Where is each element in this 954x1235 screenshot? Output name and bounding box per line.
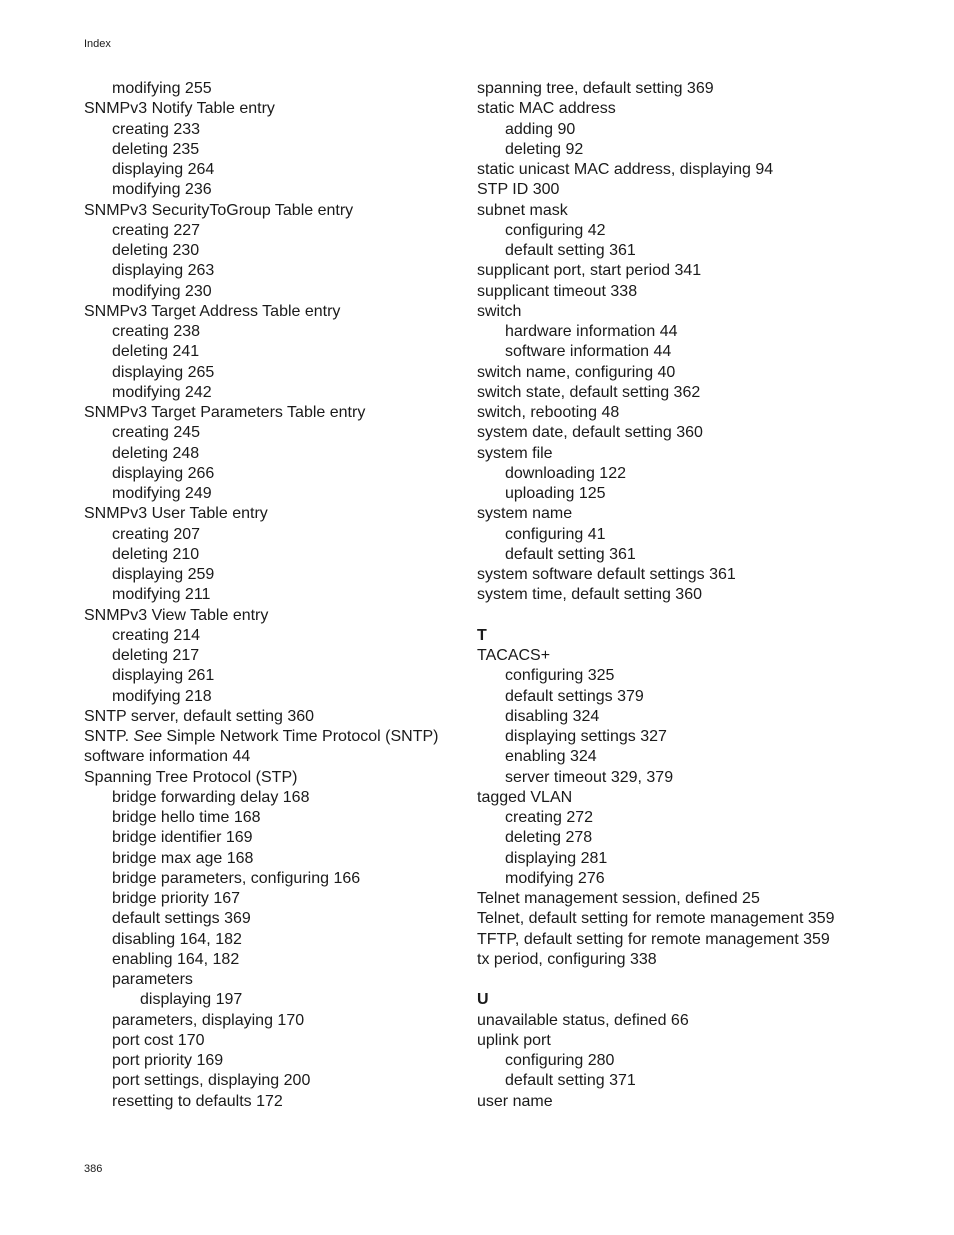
index-entry: switch name, configuring 40 xyxy=(477,363,676,381)
index-subentry: creating 227 xyxy=(112,221,201,239)
index-subentry: creating 238 xyxy=(112,323,201,340)
index-subentry: displaying 266 xyxy=(112,464,215,482)
index-entry: Spanning Tree Protocol (STP) xyxy=(84,768,298,786)
index-entry xyxy=(84,727,514,747)
index-subentry: modifying 236 xyxy=(112,181,212,199)
index-entry: Telnet management session, defined 25 xyxy=(477,890,760,907)
index-subentry: deleting 210 xyxy=(112,545,200,563)
index-entry: SNMPv3 Target Parameters Table entry xyxy=(84,404,366,421)
index-entry: TACACS+ xyxy=(477,647,551,664)
index-subentry: software information 44 xyxy=(505,343,672,361)
see-target: Simple Network Time Protocol (SNTP) xyxy=(161,728,439,745)
index-subentry: modifying 249 xyxy=(112,485,212,502)
index-entry: user name xyxy=(477,1092,553,1110)
index-entry: SNTP server, default setting 360 xyxy=(84,707,315,725)
index-subentry: default setting 361 xyxy=(505,242,636,259)
index-entry: SNMPv3 User Table entry xyxy=(84,505,268,523)
index-entry: switch state, default setting 362 xyxy=(477,383,701,401)
index-subentry: default settings 369 xyxy=(112,910,251,928)
section-letter: T xyxy=(477,626,487,644)
index-subentry: configuring 325 xyxy=(505,667,615,685)
index-subentry: modifying 276 xyxy=(505,869,605,887)
index-subentry: disabling 324 xyxy=(505,707,600,725)
see-reference: See xyxy=(133,728,162,745)
index-subentry: bridge forwarding delay 168 xyxy=(112,788,310,806)
index-subentry: modifying 218 xyxy=(112,687,212,705)
index-entry: system date, default setting 360 xyxy=(477,424,703,442)
index-subentry: bridge identifier 169 xyxy=(112,829,253,847)
index-entry: tx period, configuring 338 xyxy=(477,950,657,968)
index-subentry: modifying 211 xyxy=(112,586,211,604)
index-subentry: default settings 379 xyxy=(505,687,644,705)
index-subentry: displaying 265 xyxy=(112,363,215,381)
index-subentry: modifying 255 xyxy=(112,80,212,97)
index-subentry: deleting 278 xyxy=(505,829,593,847)
index-subentry: adding 90 xyxy=(505,120,576,138)
index-subentry: deleting 92 xyxy=(505,140,584,158)
index-subentry: default setting 371 xyxy=(505,1072,636,1090)
index-subentry: displaying 197 xyxy=(140,991,243,1009)
index-subentry: configuring 42 xyxy=(505,221,606,239)
index-subentry: deleting 230 xyxy=(112,242,200,259)
index-entry: switch, rebooting 48 xyxy=(477,404,620,421)
index-subentry: bridge max age 168 xyxy=(112,849,254,867)
index-subentry: displaying 281 xyxy=(505,849,608,867)
index-subentry: displaying settings 327 xyxy=(505,728,667,745)
index-entry: TFTP, default setting for remote management 359 xyxy=(477,930,830,948)
index-subentry: displaying 261 xyxy=(112,667,215,685)
index-column-right xyxy=(477,79,907,1112)
index-subentry: enabling 164, 182 xyxy=(112,950,240,968)
index-subentry: displaying 264 xyxy=(112,161,215,178)
index-subentry: creating 245 xyxy=(112,424,201,442)
index-subentry: deleting 217 xyxy=(112,647,200,664)
index-subentry: server timeout 329, 379 xyxy=(505,768,674,786)
index-subentry: port priority 169 xyxy=(112,1052,224,1069)
index-subentry: resetting to defaults 172 xyxy=(112,1092,283,1110)
index-subentry: creating 272 xyxy=(505,809,594,826)
index-entry: system file xyxy=(477,444,553,462)
index-column-left xyxy=(84,79,514,1112)
index-subentry: modifying 230 xyxy=(112,282,212,300)
index-subentry: bridge hello time 168 xyxy=(112,809,261,826)
index-subentry: disabling 164, 182 xyxy=(112,930,242,948)
index-entry: STP ID 300 xyxy=(477,181,560,199)
index-subentry: port settings, displaying 200 xyxy=(112,1072,311,1090)
index-subentry: bridge parameters, configuring 166 xyxy=(112,869,361,887)
index-subentry: enabling 324 xyxy=(505,748,597,766)
page-number: 386 xyxy=(84,1163,103,1175)
index-subentry: configuring 41 xyxy=(505,525,606,543)
index-entry: unavailable status, defined 66 xyxy=(477,1011,689,1029)
index-entry: subnet mask xyxy=(477,201,568,219)
index-subentry: creating 233 xyxy=(112,120,201,138)
index-subentry: deleting 235 xyxy=(112,140,200,158)
index-entry: uplink port xyxy=(477,1031,551,1049)
entry-text: SNTP. xyxy=(84,728,130,745)
index-subentry: displaying 259 xyxy=(112,566,215,583)
index-entry: spanning tree, default setting 369 xyxy=(477,80,714,97)
index-entry: system name xyxy=(477,505,573,523)
index-entry: Telnet, default setting for remote management 359 xyxy=(477,910,835,928)
index-subentry: creating 214 xyxy=(112,626,201,644)
index-subentry: deleting 241 xyxy=(112,343,200,361)
section-spacer xyxy=(477,606,907,626)
index-subentry: creating 207 xyxy=(112,525,201,543)
running-header: Index xyxy=(84,38,111,50)
index-entry: system time, default setting 360 xyxy=(477,586,702,604)
index-subentry: parameters xyxy=(112,971,193,988)
index-entry: tagged VLAN xyxy=(477,788,573,806)
index-entry: SNMPv3 SecurityToGroup Table entry xyxy=(84,201,354,219)
section-spacer xyxy=(477,970,907,990)
section-letter: U xyxy=(477,991,489,1009)
index-subentry: uploading 125 xyxy=(505,485,606,502)
index-subentry: parameters, displaying 170 xyxy=(112,1011,305,1029)
index-entry: static MAC address xyxy=(477,100,616,118)
index-subentry: configuring 280 xyxy=(505,1052,615,1069)
index-entry: switch xyxy=(477,302,522,320)
index-entry: supplicant port, start period 341 xyxy=(477,262,702,280)
index-entry: software information 44 xyxy=(84,748,251,766)
index-subentry: downloading 122 xyxy=(505,464,626,482)
index-entry: SNMPv3 Target Address Table entry xyxy=(84,302,341,320)
index-subentry: port cost 170 xyxy=(112,1031,205,1049)
index-entry: SNMPv3 Notify Table entry xyxy=(84,100,275,118)
index-entry: supplicant timeout 338 xyxy=(477,282,638,300)
index-entry: static unicast MAC address, displaying 94 xyxy=(477,161,774,178)
index-subentry: deleting 248 xyxy=(112,444,200,462)
index-subentry: displaying 263 xyxy=(112,262,215,280)
index-entry: system software default settings 361 xyxy=(477,566,736,583)
index-subentry: modifying 242 xyxy=(112,383,212,401)
index-subentry: hardware information 44 xyxy=(505,323,678,340)
index-entry: SNMPv3 View Table entry xyxy=(84,606,269,624)
index-subentry: bridge priority 167 xyxy=(112,890,241,907)
index-subentry: default setting 361 xyxy=(505,545,636,563)
